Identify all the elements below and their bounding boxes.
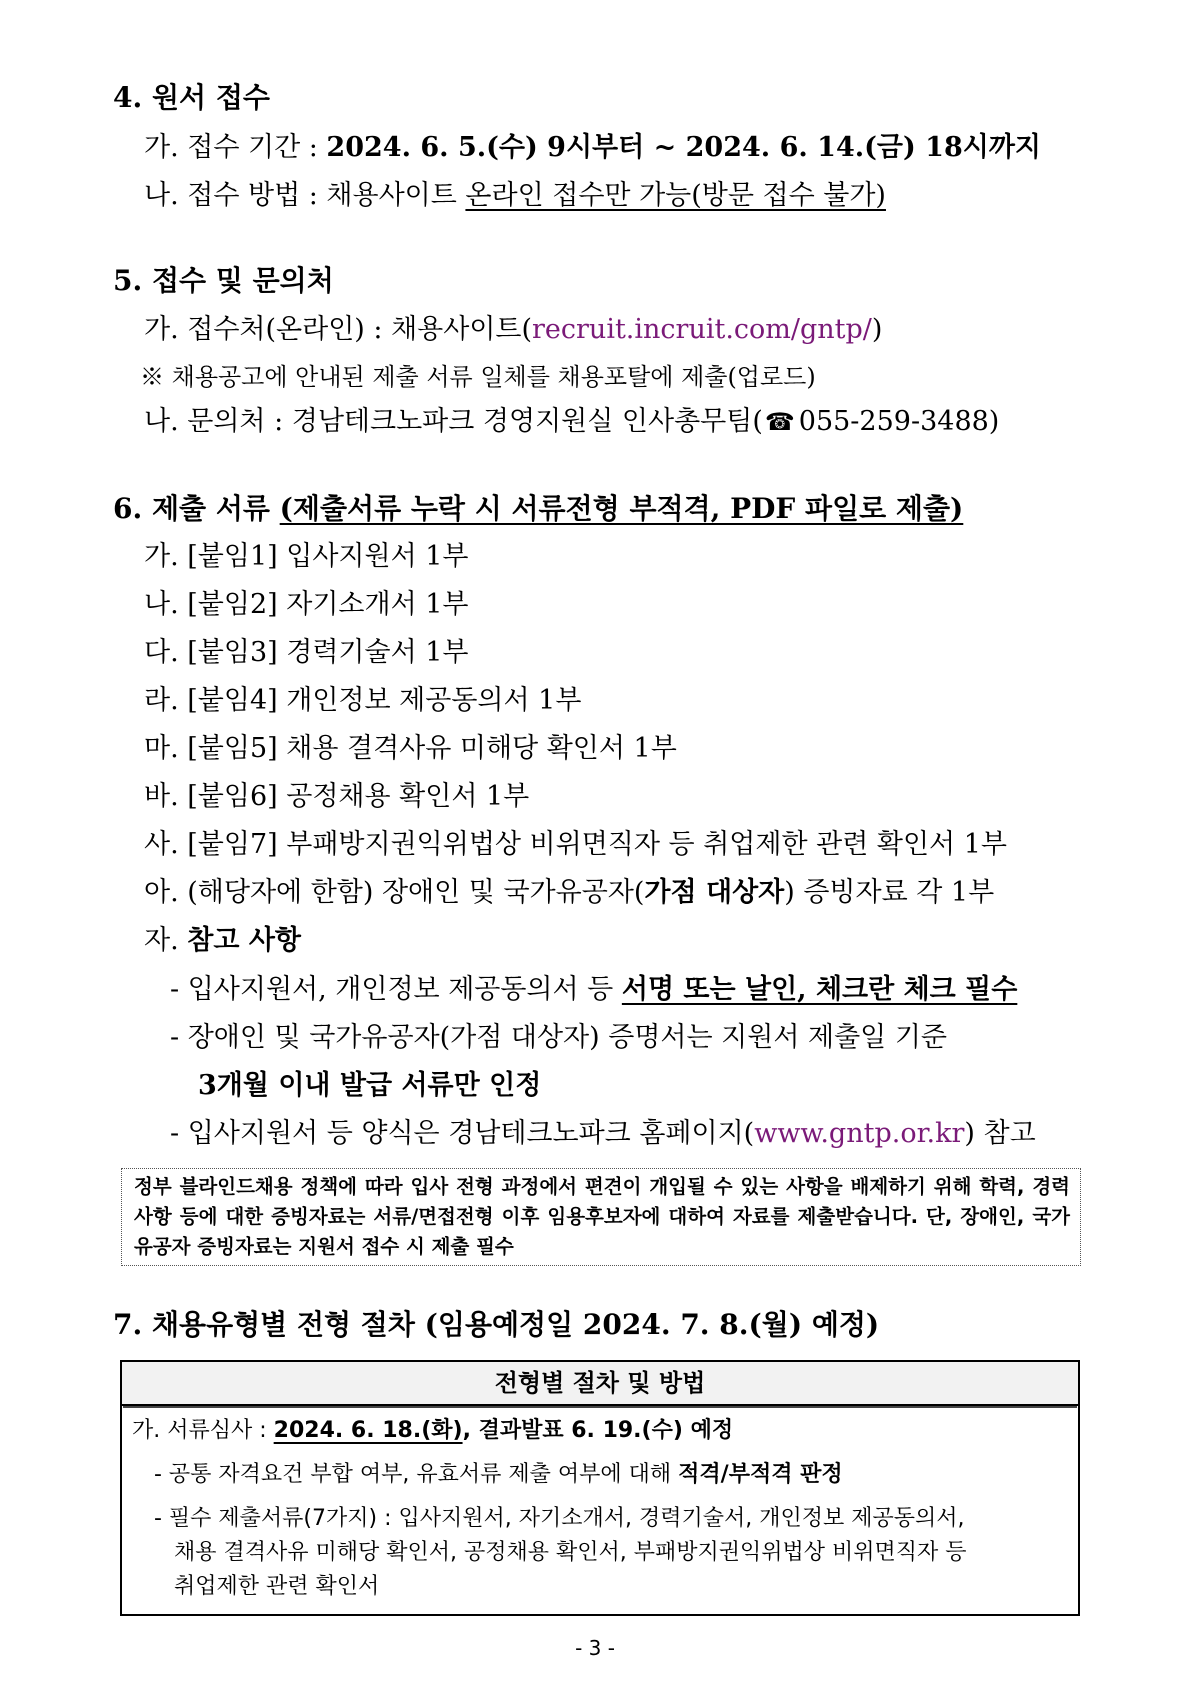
step-a-label: 가. 서류심사 : xyxy=(132,1418,274,1443)
ref1-bold: 서명 또는 날인, 체크란 체크 필수 xyxy=(621,974,1018,1005)
s6-list-item: 나. [붙임2] 자기소개서 1부 xyxy=(144,589,469,620)
procedure-table-header: 전형별 절차 및 방법 xyxy=(122,1362,1078,1406)
s4-item-a xyxy=(144,134,1041,161)
page-number: - 3 - xyxy=(575,1636,615,1660)
section-5-heading: 5. 접수 및 문의처 xyxy=(113,264,334,297)
contact-phone: 055-259-3488) xyxy=(798,406,1000,437)
s6-reference-item: - 장애인 및 국가유공자(가점 대상자) 증명서는 지원서 제출일 기준 xyxy=(170,1022,947,1053)
procedure-detail xyxy=(154,1464,843,1486)
section-6-heading xyxy=(113,492,964,525)
s6-item8-post: ) 증빙자료 각 1부 xyxy=(784,877,995,908)
s5-item-b-label: 나. 문의처 : 경남테크노파크 경영지원실 인사총무팀( xyxy=(144,406,763,437)
step-a-date: 2024. 6. 18.(화) xyxy=(273,1418,463,1443)
s6-list-item: 사. [붙임7] 부패방지권익위법상 비위면직자 등 취업제한 관련 확인서 1부 xyxy=(144,829,1007,860)
s6-list-item: 마. [붙임5] 채용 결격사유 미해당 확인서 1부 xyxy=(144,733,677,764)
step-a-result: , 결과발표 6. 19.(수) 예정 xyxy=(462,1418,734,1443)
s6-reference-item xyxy=(170,1120,1036,1147)
recruit-site-link[interactable]: recruit.incruit.com/gntp/ xyxy=(532,314,872,345)
s4-item-b xyxy=(144,182,886,209)
s5-item-a xyxy=(144,316,882,343)
ref1-pre: - 입사지원서, 개인정보 제공동의서 등 xyxy=(170,974,622,1005)
s6-list-item: 라. [붙임4] 개인정보 제공동의서 1부 xyxy=(144,685,582,716)
procedure-detail-cont: 취업제한 관련 확인서 xyxy=(174,1574,380,1599)
s5-note: ※ 채용공고에 안내된 제출 서류 일체를 채용포탈에 제출(업로드) xyxy=(140,363,816,391)
s5-item-b xyxy=(144,408,999,435)
section-7-heading: 7. 채용유형별 전형 절차 (임용예정일 2024. 7. 8.(월) 예정) xyxy=(113,1308,880,1341)
s6-list-item: 바. [붙임6] 공정채용 확인서 1부 xyxy=(144,781,530,812)
s4-period: 2024. 6. 5.(수) 9시부터 ~ 2024. 6. 14.(금) 18시까지 xyxy=(326,132,1041,163)
s6-list-item xyxy=(144,879,994,906)
s6-heading-note: (제출서류 누락 시 서류전형 부적격, PDF 파일로 제출) xyxy=(279,492,964,525)
procedure-table xyxy=(120,1360,1080,1616)
blind-recruitment-notice: 정부 블라인드채용 정책에 따라 입사 전형 과정에서 편견이 개입될 수 있는 사항을 배제하기 위해 학력, 경력 사항 등에 대한 증빙자료는 서류/면접전형 이후 임용후보자에 대하여 자료를 제출받습니다. 단, 장애인, 국가유공자 증빙자료는 지원서 접수 시 제출 필수 xyxy=(121,1168,1081,1266)
phone-icon: ☎ xyxy=(764,408,795,436)
step-b-pre: - 공통 자격요건 부합 여부, 유효서류 제출 여부에 대해 xyxy=(154,1462,679,1487)
s4-item-b-label: 나. 접수 방법 : 채용사이트 xyxy=(144,180,466,211)
s6-list-item: 다. [붙임3] 경력기술서 1부 xyxy=(144,637,469,668)
ref3-post: ) 참고 xyxy=(964,1118,1036,1149)
s6-item9-bold: 참고 사항 xyxy=(187,925,301,956)
s4-item-a-label: 가. 접수 기간 : xyxy=(144,132,327,163)
step-b-bold: 적격/부적격 판정 xyxy=(678,1462,843,1487)
s5-item-a-close: ) xyxy=(871,314,883,345)
ref3-pre: - 입사지원서 등 양식은 경남테크노파크 홈페이지( xyxy=(170,1118,755,1149)
s6-heading-prefix: 6. 제출 서류 xyxy=(113,492,280,525)
section-4-heading: 4. 원서 접수 xyxy=(113,81,270,114)
s6-list-item: 가. [붙임1] 입사지원서 1부 xyxy=(144,541,469,572)
s6-item8-pre: 아. (해당자에 한함) 장애인 및 국가유공자( xyxy=(144,877,645,908)
s6-list-item xyxy=(144,927,301,954)
procedure-step xyxy=(132,1420,733,1442)
homepage-link[interactable]: www.gntp.or.kr xyxy=(754,1118,965,1149)
s4-method: 온라인 접수만 가능(방문 접수 불가) xyxy=(465,180,886,211)
procedure-detail: - 필수 제출서류(7가지) : 입사지원서, 자기소개서, 경력기술서, 개인정보 제공동의서, xyxy=(154,1506,965,1531)
procedure-detail-cont: 채용 결격사유 미해당 확인서, 공정채용 확인서, 부패방지권익위법상 비위면직자 등 xyxy=(174,1540,967,1565)
s6-item8-bold: 가점 대상자 xyxy=(644,877,785,908)
s6-reference-item xyxy=(170,976,1017,1003)
s5-item-a-label: 가. 접수처(온라인) : 채용사이트( xyxy=(144,314,533,345)
s6-item9-label: 자. xyxy=(144,925,188,956)
s6-reference-item-cont: 3개월 이내 발급 서류만 인정 xyxy=(198,1070,542,1101)
